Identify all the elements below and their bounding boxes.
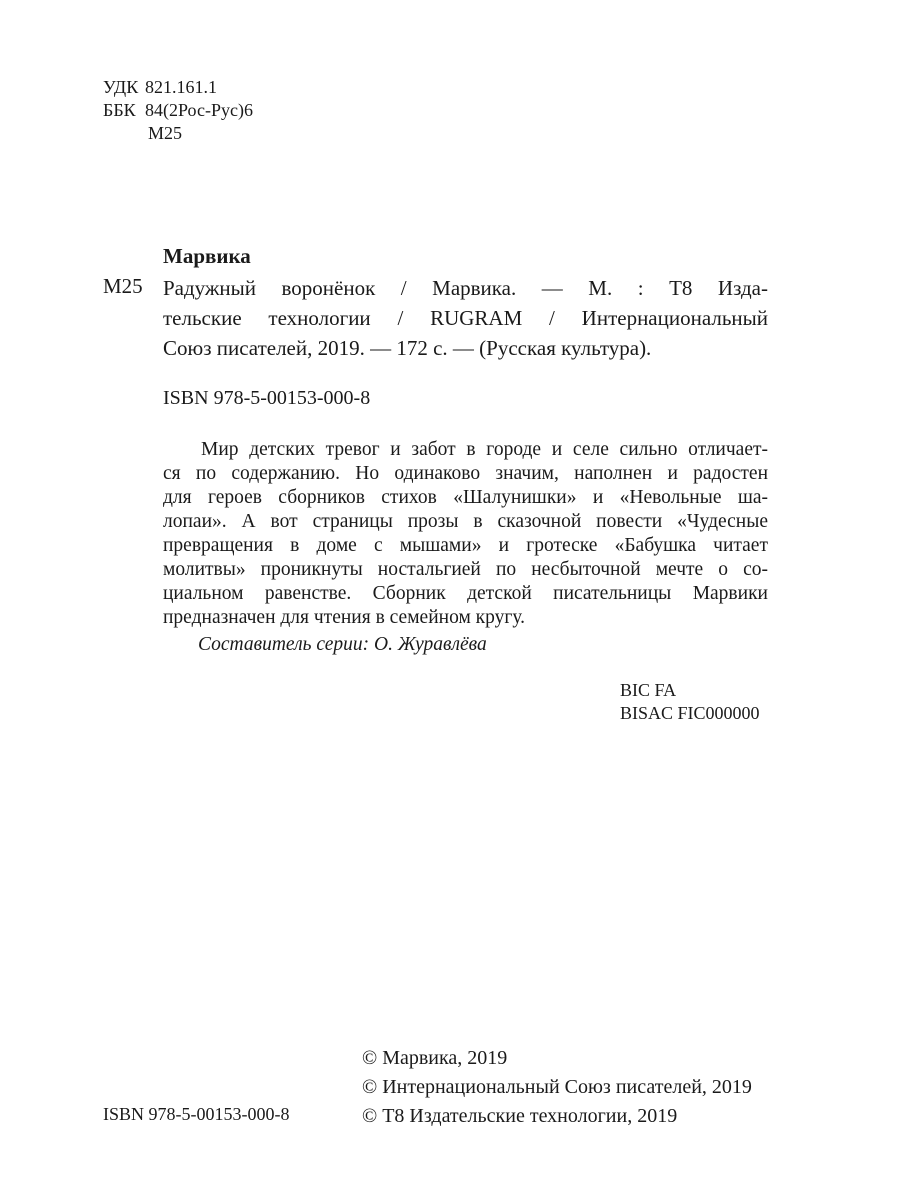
udk-value: 821.161.1 xyxy=(145,77,217,97)
annotation-line: циальном равенстве. Сборник детской писательницы Марвики xyxy=(163,583,768,604)
isbn-footer: ISBN 978-5-00153-000-8 xyxy=(103,1104,290,1124)
bbk-value: 84(2Рос-Рус)6 xyxy=(145,100,253,120)
bbk-label: ББК xyxy=(103,100,136,120)
subject-codes xyxy=(620,680,760,726)
author-sign: М25 xyxy=(148,123,183,143)
annotation-line: ся по содержанию. Но одинаково значим, наполнен и радостен xyxy=(163,463,768,484)
isbn-main: ISBN 978-5-00153-000-8 xyxy=(163,387,371,409)
copyright-block xyxy=(362,1047,752,1134)
annotation-line: предназначен для чтения в семейном кругу. xyxy=(163,607,526,628)
author-name: Марвика xyxy=(163,244,251,268)
bib-line: Радужный воронёнок / Марвика. — М. : Т8 Изда- xyxy=(163,276,768,300)
copyright-line: © Интернациональный Союз писателей, 2019 xyxy=(362,1076,752,1098)
udk-line xyxy=(103,76,253,99)
bbk-line xyxy=(103,99,253,122)
annotation-line: лопаи». А вот страницы прозы в сказочной повести «Чудесные xyxy=(163,511,768,532)
copyright-line: © Марвика, 2019 xyxy=(362,1047,508,1069)
bib-line: Союз писателей, 2019. — 172 с. — (Русская культура). xyxy=(163,336,652,360)
annotation xyxy=(163,438,768,630)
annotation-line: для героев сборников стихов «Шалунишки» и «Невольные ша- xyxy=(163,487,768,508)
bisac-code: BISAC FIC000000 xyxy=(620,703,760,723)
bibliographic-description xyxy=(163,273,768,363)
bib-line: тельские технологии / RUGRAM / Интернациональный xyxy=(163,306,768,330)
series-compiler: Составитель серии: О. Журавлёва xyxy=(198,634,487,655)
copyright-line: © Т8 Издательские технологии, 2019 xyxy=(362,1105,678,1127)
udk-label: УДК xyxy=(103,77,139,97)
author-sign-code: М25 xyxy=(103,274,143,298)
annotation-line: молитвы» проникнуты ностальгией по несбыточной мечте о со- xyxy=(163,559,768,580)
annotation-line: Мир детских тревог и забот в городе и селе сильно отличает- xyxy=(201,439,768,460)
classification-block xyxy=(103,76,253,145)
bic-code: BIC FA xyxy=(620,680,677,700)
annotation-line: превращения в доме с мышами» и гротеске «Бабушка читает xyxy=(163,535,768,556)
